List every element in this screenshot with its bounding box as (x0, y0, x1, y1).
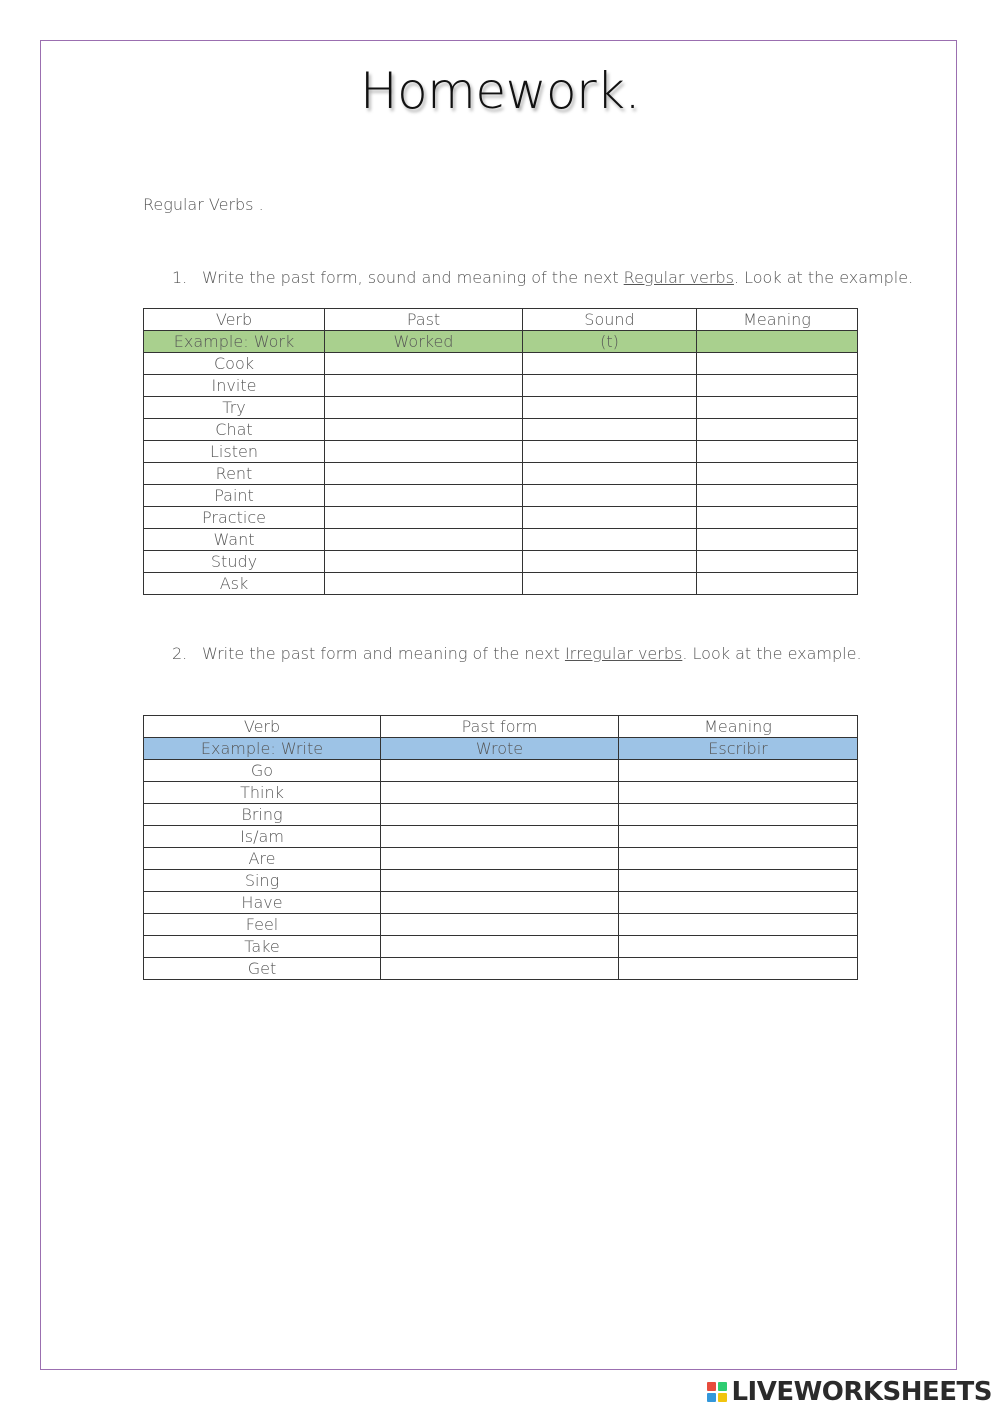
answer-cell[interactable] (697, 485, 858, 507)
verb-row (144, 419, 858, 441)
answer-cell[interactable] (325, 353, 523, 375)
answer-cell[interactable] (697, 441, 858, 463)
example-meaning (697, 331, 858, 353)
verb-row (144, 848, 858, 870)
instruction-text: Write the past form, sound and meaning of the next (202, 268, 624, 287)
verb-cell: Go (144, 760, 381, 782)
verb-cell: Study (144, 551, 325, 573)
instruction-2 (172, 644, 862, 663)
verb-row (144, 826, 858, 848)
verb-row (144, 914, 858, 936)
liveworksheets-logo-icon (707, 1382, 727, 1402)
answer-cell[interactable] (325, 573, 523, 595)
verb-cell: Is/am (144, 826, 381, 848)
verb-cell: Are (144, 848, 381, 870)
answer-cell[interactable] (381, 892, 619, 914)
verb-row (144, 529, 858, 551)
verb-row (144, 804, 858, 826)
example-past: Wrote (381, 738, 619, 760)
verb-row (144, 936, 858, 958)
verb-row (144, 485, 858, 507)
answer-cell[interactable] (325, 441, 523, 463)
answer-cell[interactable] (619, 826, 858, 848)
answer-cell[interactable] (381, 958, 619, 980)
verb-row (144, 375, 858, 397)
verb-row (144, 463, 858, 485)
answer-cell[interactable] (523, 441, 697, 463)
answer-cell[interactable] (381, 826, 619, 848)
answer-cell[interactable] (523, 485, 697, 507)
answer-cell[interactable] (325, 463, 523, 485)
verb-cell: Ask (144, 573, 325, 595)
instruction-underlined: Regular verbs (623, 268, 734, 287)
answer-cell[interactable] (523, 419, 697, 441)
example-row (144, 738, 858, 760)
verb-cell: Paint (144, 485, 325, 507)
answer-cell[interactable] (325, 419, 523, 441)
answer-cell[interactable] (523, 463, 697, 485)
verb-row (144, 782, 858, 804)
example-row (144, 331, 858, 353)
answer-cell[interactable] (523, 573, 697, 595)
logo-text: LIVEWORKSHEETS (731, 1377, 992, 1407)
answer-cell[interactable] (381, 848, 619, 870)
answer-cell[interactable] (697, 573, 858, 595)
answer-cell[interactable] (381, 782, 619, 804)
answer-cell[interactable] (619, 936, 858, 958)
answer-cell[interactable] (697, 397, 858, 419)
example-sound: (t) (523, 331, 697, 353)
logo-square (707, 1382, 716, 1391)
answer-cell[interactable] (619, 892, 858, 914)
table-header-row (144, 716, 858, 738)
verb-cell: Think (144, 782, 381, 804)
page-border (40, 40, 957, 1370)
header-past-form: Past form (381, 716, 619, 738)
verb-cell: Try (144, 397, 325, 419)
verb-row (144, 353, 858, 375)
verb-row (144, 892, 858, 914)
answer-cell[interactable] (619, 848, 858, 870)
instruction-text-end: . Look at the example. (733, 268, 914, 287)
answer-cell[interactable] (523, 551, 697, 573)
verb-row (144, 551, 858, 573)
verb-cell: Feel (144, 914, 381, 936)
liveworksheets-logo[interactable] (707, 1377, 992, 1407)
answer-cell[interactable] (697, 419, 858, 441)
verb-cell: Rent (144, 463, 325, 485)
header-sound: Sound (523, 309, 697, 331)
verb-cell: Sing (144, 870, 381, 892)
answer-cell[interactable] (697, 463, 858, 485)
answer-cell[interactable] (325, 529, 523, 551)
regular-verbs-table (143, 308, 858, 595)
verb-cell: Want (144, 529, 325, 551)
example-verb: Example: Write (144, 738, 381, 760)
instruction-number: 2. (172, 644, 188, 663)
answer-cell[interactable] (619, 782, 858, 804)
answer-cell[interactable] (697, 353, 858, 375)
instruction-text-end: . Look at the example. (682, 644, 862, 663)
example-past: Worked (325, 331, 523, 353)
answer-cell[interactable] (523, 353, 697, 375)
table-header-row (144, 309, 858, 331)
header-past: Past (325, 309, 523, 331)
logo-square (718, 1382, 727, 1391)
answer-cell[interactable] (619, 914, 858, 936)
verb-cell: Chat (144, 419, 325, 441)
verb-cell: Cook (144, 353, 325, 375)
answer-cell[interactable] (381, 936, 619, 958)
verb-cell: Listen (144, 441, 325, 463)
example-meaning: Escribir (619, 738, 858, 760)
verb-row (144, 870, 858, 892)
header-meaning: Meaning (619, 716, 858, 738)
answer-cell[interactable] (523, 529, 697, 551)
verb-row (144, 507, 858, 529)
verb-cell: Practice (144, 507, 325, 529)
answer-cell[interactable] (619, 760, 858, 782)
logo-square (707, 1393, 716, 1402)
answer-cell[interactable] (619, 958, 858, 980)
answer-cell[interactable] (325, 397, 523, 419)
verb-cell: Invite (144, 375, 325, 397)
irregular-verbs-table (143, 715, 858, 980)
verb-row (144, 573, 858, 595)
answer-cell[interactable] (697, 375, 858, 397)
instruction-1 (172, 268, 913, 287)
verb-cell: Take (144, 936, 381, 958)
answer-cell[interactable] (381, 760, 619, 782)
answer-cell[interactable] (523, 375, 697, 397)
instruction-number: 1. (172, 268, 188, 287)
answer-cell[interactable] (381, 804, 619, 826)
header-verb: Verb (144, 716, 381, 738)
answer-cell[interactable] (523, 507, 697, 529)
answer-cell[interactable] (523, 397, 697, 419)
page-title: Homework. (359, 62, 641, 120)
answer-cell[interactable] (697, 551, 858, 573)
header-verb: Verb (144, 309, 325, 331)
verb-cell: Get (144, 958, 381, 980)
answer-cell[interactable] (619, 804, 858, 826)
section-heading: Regular Verbs . (143, 195, 264, 214)
verb-cell: Bring (144, 804, 381, 826)
logo-square (718, 1393, 727, 1402)
answer-cell[interactable] (697, 529, 858, 551)
answer-cell[interactable] (325, 507, 523, 529)
verb-cell: Have (144, 892, 381, 914)
verb-row (144, 958, 858, 980)
answer-cell[interactable] (697, 507, 858, 529)
answer-cell[interactable] (381, 914, 619, 936)
verb-row (144, 397, 858, 419)
answer-cell[interactable] (325, 551, 523, 573)
instruction-text: Write the past form and meaning of the next (202, 644, 565, 663)
header-meaning: Meaning (697, 309, 858, 331)
example-verb: Example: Work (144, 331, 325, 353)
verb-row (144, 760, 858, 782)
answer-cell[interactable] (381, 870, 619, 892)
answer-cell[interactable] (619, 870, 858, 892)
verb-row (144, 441, 858, 463)
answer-cell[interactable] (325, 375, 523, 397)
instruction-underlined: Irregular verbs (564, 644, 683, 663)
answer-cell[interactable] (325, 485, 523, 507)
